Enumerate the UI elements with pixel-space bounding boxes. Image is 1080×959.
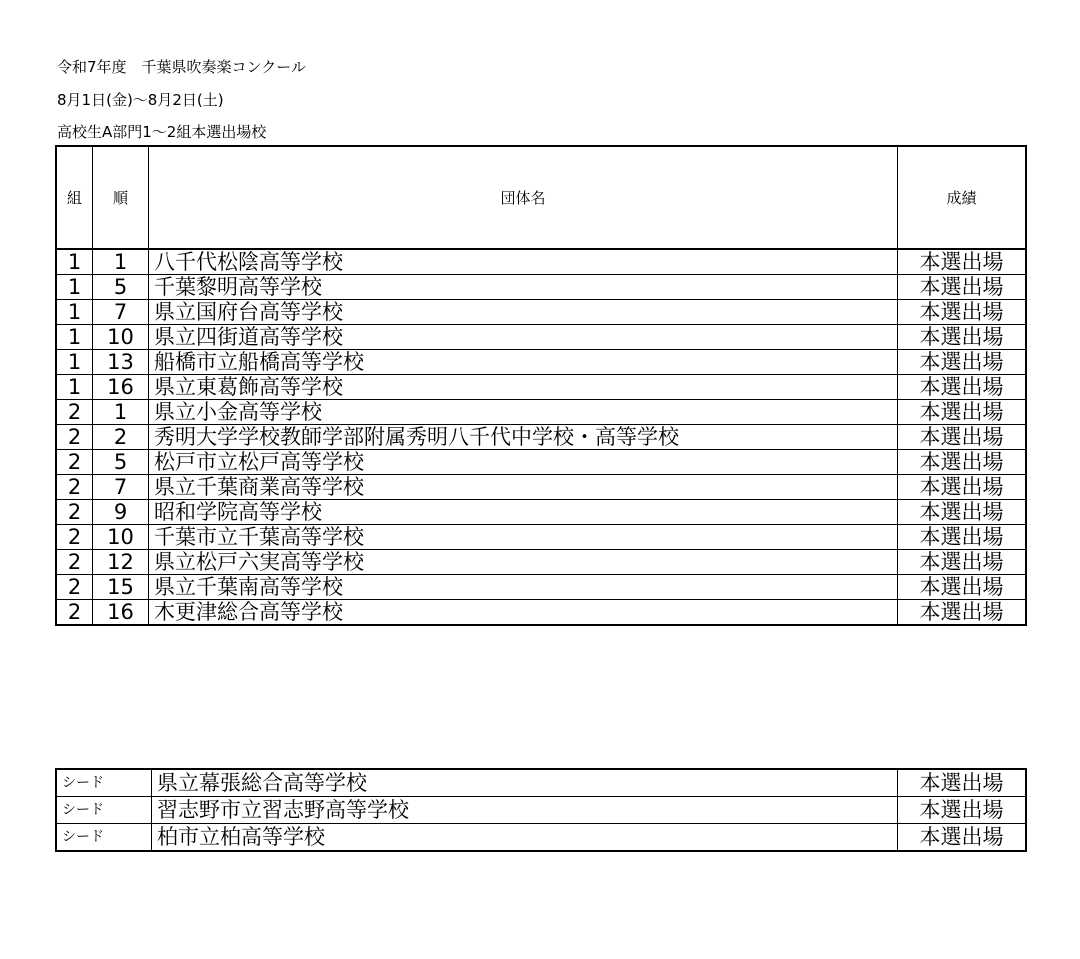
table-row — [56, 475, 1026, 500]
seed-label-cell: シード — [56, 769, 152, 797]
seed-row — [56, 824, 1026, 852]
order-cell: 1 — [93, 249, 149, 275]
results-table-body — [56, 249, 1026, 625]
table-row — [56, 275, 1026, 300]
order-cell: 5 — [93, 450, 149, 475]
order-cell: 15 — [93, 575, 149, 600]
table-row — [56, 325, 1026, 350]
result-cell: 本選出場 — [898, 797, 1027, 824]
order-cell: 1 — [93, 400, 149, 425]
event-dates: 8月1日(金)～8月2日(土) — [57, 91, 224, 109]
table-row — [56, 350, 1026, 375]
seed-row — [56, 797, 1026, 824]
result-cell: 本選出場 — [898, 375, 1027, 400]
table-row — [56, 500, 1026, 525]
school-name-cell: 柏市立柏高等学校 — [152, 824, 898, 852]
school-name-cell: 県立松戸六実高等学校 — [149, 550, 898, 575]
result-cell: 本選出場 — [898, 824, 1027, 852]
order-cell: 16 — [93, 600, 149, 626]
column-header-name: 団体名 — [149, 146, 898, 249]
school-name-cell: 県立千葉南高等学校 — [149, 575, 898, 600]
result-cell: 本選出場 — [898, 769, 1027, 797]
table-header-row — [56, 146, 1026, 249]
result-cell: 本選出場 — [898, 475, 1027, 500]
group-cell: 2 — [56, 525, 93, 550]
order-cell: 16 — [93, 375, 149, 400]
group-cell: 1 — [56, 249, 93, 275]
school-name-cell: 船橋市立船橋高等学校 — [149, 350, 898, 375]
group-cell: 2 — [56, 400, 93, 425]
order-cell: 7 — [93, 300, 149, 325]
order-cell: 10 — [93, 325, 149, 350]
result-cell: 本選出場 — [898, 500, 1027, 525]
result-cell: 本選出場 — [898, 525, 1027, 550]
table-row — [56, 400, 1026, 425]
seed-row — [56, 769, 1026, 797]
school-name-cell: 昭和学院高等学校 — [149, 500, 898, 525]
order-cell: 7 — [93, 475, 149, 500]
result-cell: 本選出場 — [898, 275, 1027, 300]
order-cell: 5 — [93, 275, 149, 300]
seed-table-body — [56, 769, 1026, 851]
result-cell: 本選出場 — [898, 600, 1027, 626]
order-cell: 2 — [93, 425, 149, 450]
school-name-cell: 県立国府台高等学校 — [149, 300, 898, 325]
seed-label-cell: シード — [56, 797, 152, 824]
table-row — [56, 450, 1026, 475]
document-subtitle: 高校生A部門1～2組本選出場校 — [57, 123, 267, 141]
table-row — [56, 525, 1026, 550]
group-cell: 2 — [56, 450, 93, 475]
group-cell: 1 — [56, 325, 93, 350]
table-row — [56, 249, 1026, 275]
result-cell: 本選出場 — [898, 300, 1027, 325]
seed-table — [55, 768, 1027, 852]
result-cell: 本選出場 — [898, 550, 1027, 575]
order-cell: 12 — [93, 550, 149, 575]
table-row — [56, 425, 1026, 450]
school-name-cell: 県立四街道高等学校 — [149, 325, 898, 350]
group-cell: 1 — [56, 350, 93, 375]
document-title: 令和7年度 千葉県吹奏楽コンクール — [57, 58, 306, 76]
result-cell: 本選出場 — [898, 249, 1027, 275]
result-cell: 本選出場 — [898, 425, 1027, 450]
order-cell: 10 — [93, 525, 149, 550]
school-name-cell: 千葉市立千葉高等学校 — [149, 525, 898, 550]
school-name-cell: 木更津総合高等学校 — [149, 600, 898, 626]
result-cell: 本選出場 — [898, 575, 1027, 600]
table-row — [56, 600, 1026, 626]
result-cell: 本選出場 — [898, 450, 1027, 475]
group-cell: 2 — [56, 575, 93, 600]
school-name-cell: 県立小金高等学校 — [149, 400, 898, 425]
group-cell: 1 — [56, 275, 93, 300]
results-table — [55, 145, 1027, 626]
school-name-cell: 県立東葛飾高等学校 — [149, 375, 898, 400]
table-row — [56, 575, 1026, 600]
school-name-cell: 県立幕張総合高等学校 — [152, 769, 898, 797]
group-cell: 2 — [56, 425, 93, 450]
seed-label-cell: シード — [56, 824, 152, 852]
school-name-cell: 習志野市立習志野高等学校 — [152, 797, 898, 824]
school-name-cell: 松戸市立松戸高等学校 — [149, 450, 898, 475]
table-row — [56, 550, 1026, 575]
order-cell: 13 — [93, 350, 149, 375]
group-cell: 2 — [56, 475, 93, 500]
group-cell: 1 — [56, 300, 93, 325]
group-cell: 2 — [56, 550, 93, 575]
table-row — [56, 375, 1026, 400]
result-cell: 本選出場 — [898, 400, 1027, 425]
result-cell: 本選出場 — [898, 325, 1027, 350]
school-name-cell: 県立千葉商業高等学校 — [149, 475, 898, 500]
column-header-group: 組 — [56, 146, 93, 249]
group-cell: 2 — [56, 600, 93, 626]
school-name-cell: 秀明大学学校教師学部附属秀明八千代中学校・高等学校 — [149, 425, 898, 450]
group-cell: 1 — [56, 375, 93, 400]
column-header-order: 順 — [93, 146, 149, 249]
order-cell: 9 — [93, 500, 149, 525]
group-cell: 2 — [56, 500, 93, 525]
result-cell: 本選出場 — [898, 350, 1027, 375]
column-header-result: 成績 — [898, 146, 1027, 249]
school-name-cell: 八千代松陰高等学校 — [149, 249, 898, 275]
table-row — [56, 300, 1026, 325]
school-name-cell: 千葉黎明高等学校 — [149, 275, 898, 300]
